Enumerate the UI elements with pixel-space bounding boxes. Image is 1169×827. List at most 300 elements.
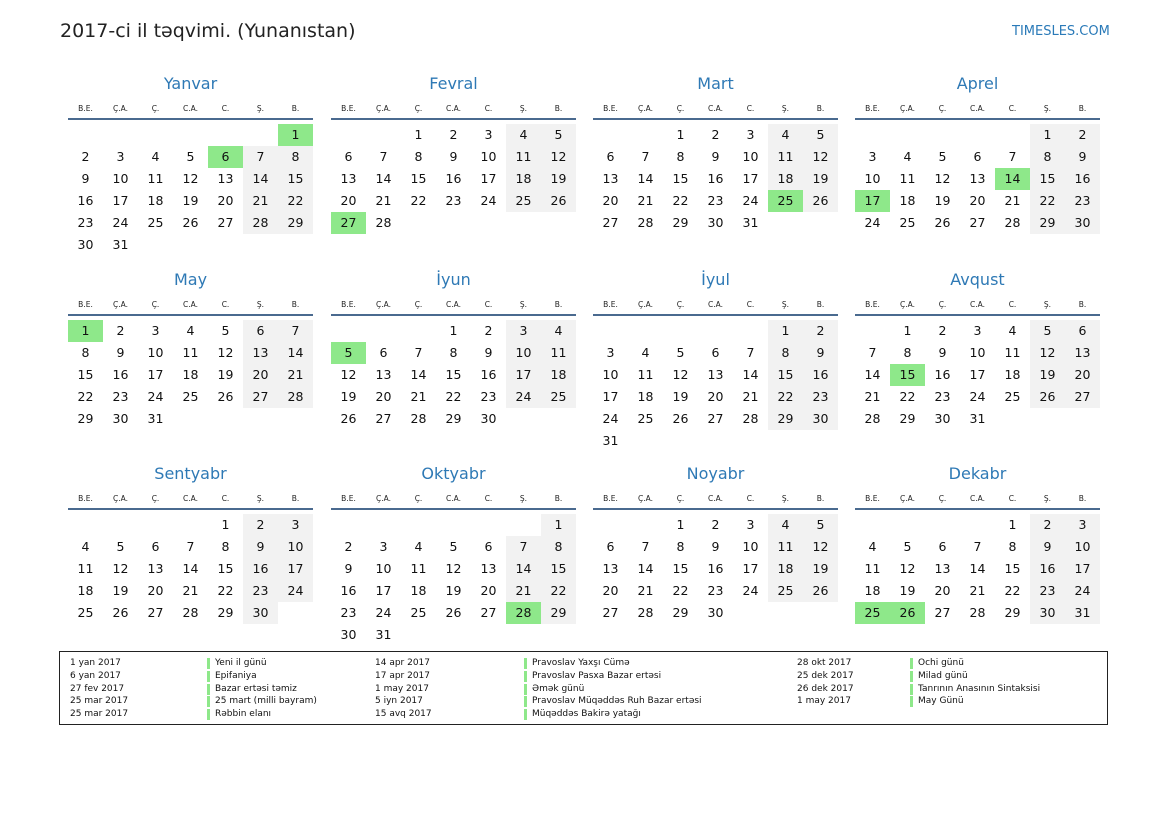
month-5 bbox=[68, 269, 313, 430]
weekday-label: Ç.A. bbox=[637, 494, 653, 503]
day-cell: 16 bbox=[445, 171, 462, 186]
weekday-label: C.A. bbox=[445, 104, 461, 113]
month-name: Yanvar bbox=[163, 74, 218, 93]
day-cell: 18 bbox=[182, 367, 199, 382]
day-cell: 25 bbox=[541, 386, 576, 408]
day-cell: 4 bbox=[414, 539, 423, 554]
day-cell: 11 bbox=[899, 171, 916, 186]
day-cell: 2 bbox=[803, 320, 838, 342]
day-cell: 9 bbox=[711, 149, 720, 164]
day-cell: 14 bbox=[410, 367, 427, 382]
holiday-date: 1 yan 2017 bbox=[70, 658, 121, 668]
weekday-label: B. bbox=[291, 104, 300, 113]
day-cell: 27 bbox=[243, 386, 278, 408]
day-cell: 24 bbox=[864, 215, 881, 230]
day-cell: 20 bbox=[934, 583, 951, 598]
day-cell: 19 bbox=[445, 583, 462, 598]
weekday-label: C. bbox=[221, 494, 230, 503]
holiday-marker bbox=[524, 684, 527, 695]
day-cell: 29 bbox=[672, 605, 689, 620]
day-cell: 8 bbox=[768, 342, 803, 364]
day-cell: 13 bbox=[147, 561, 164, 576]
day-cell: 13 bbox=[602, 561, 619, 576]
weekday-header bbox=[593, 490, 838, 510]
weekday-label: B.E. bbox=[341, 494, 356, 503]
holiday-name: Pravoslav Müqəddəs Ruh Bazar ertəsi bbox=[532, 696, 702, 707]
day-cell: 24 bbox=[742, 583, 759, 598]
day-cell: 30 bbox=[1030, 602, 1065, 624]
day-cell: 9 bbox=[116, 345, 125, 360]
day-cell: 1 bbox=[1008, 517, 1017, 532]
holiday-name: Yeni il günü bbox=[215, 658, 267, 668]
day-cell: 11 bbox=[506, 146, 541, 168]
day-cell: 29 bbox=[445, 411, 462, 426]
month-name: Fevral bbox=[429, 74, 478, 93]
day-cell: 22 bbox=[278, 190, 313, 212]
day-cell: 21 bbox=[1004, 193, 1021, 208]
day-cell: 29 bbox=[77, 411, 94, 426]
day-cell: 18 bbox=[768, 168, 803, 190]
day-cell: 30 bbox=[243, 602, 278, 624]
weekday-label: B. bbox=[816, 494, 825, 503]
day-cell: 25 bbox=[182, 389, 199, 404]
weekday-label: Ç. bbox=[414, 104, 423, 113]
day-cell: 31 bbox=[1065, 602, 1100, 624]
day-cell: 16 bbox=[1030, 558, 1065, 580]
day-cell: 18 bbox=[410, 583, 427, 598]
day-cell: 21 bbox=[278, 364, 313, 386]
day-cell: 17 bbox=[742, 561, 759, 576]
day-cell: 9 bbox=[938, 345, 947, 360]
weekday-label: B.E. bbox=[865, 494, 880, 503]
holiday-date: 1 may 2017 bbox=[375, 683, 429, 694]
day-cell: 24 bbox=[375, 605, 392, 620]
day-cell: 30 bbox=[803, 408, 838, 430]
day-cell: 19 bbox=[1030, 364, 1065, 386]
day-cell: 23 bbox=[445, 193, 462, 208]
day-cell: 12 bbox=[899, 561, 916, 576]
day-cell: 10 bbox=[506, 342, 541, 364]
weekday-label: Ş. bbox=[781, 104, 790, 113]
day-cell: 28 bbox=[410, 411, 427, 426]
holiday-day-cell: 1 bbox=[278, 124, 313, 146]
weekday-label: C. bbox=[1008, 494, 1017, 503]
month-8 bbox=[855, 269, 1100, 430]
day-cell: 30 bbox=[77, 237, 94, 252]
weekday-label: C.A. bbox=[969, 494, 985, 503]
day-cell: 25 bbox=[506, 190, 541, 212]
day-cell: 15 bbox=[278, 168, 313, 190]
month-name: İyun bbox=[436, 270, 471, 289]
day-cell: 9 bbox=[711, 539, 720, 554]
day-cell: 27 bbox=[480, 605, 497, 620]
holiday-date: 26 dek 2017 bbox=[797, 683, 854, 694]
day-cell: 6 bbox=[344, 149, 353, 164]
holiday-marker bbox=[910, 684, 913, 695]
day-cell: 12 bbox=[217, 345, 234, 360]
holiday-marker bbox=[207, 671, 210, 682]
weekday-label: C. bbox=[484, 104, 493, 113]
day-cell: 10 bbox=[278, 536, 313, 558]
day-cell: 28 bbox=[182, 605, 199, 620]
day-cell: 16 bbox=[707, 171, 724, 186]
weekday-label: Ç.A. bbox=[112, 104, 128, 113]
day-cell: 3 bbox=[973, 323, 982, 338]
day-cell: 11 bbox=[182, 345, 199, 360]
day-cell: 5 bbox=[221, 323, 230, 338]
weekday-label: B. bbox=[554, 300, 563, 309]
day-cell: 21 bbox=[637, 193, 654, 208]
weekday-label: C.A. bbox=[707, 494, 723, 503]
day-cell: 24 bbox=[147, 389, 164, 404]
day-cell: 7 bbox=[506, 536, 541, 558]
day-cell: 24 bbox=[1065, 580, 1100, 602]
day-cell: 6 bbox=[606, 149, 615, 164]
month-name: Aprel bbox=[956, 74, 999, 93]
day-cell: 11 bbox=[768, 536, 803, 558]
day-cell: 3 bbox=[868, 149, 877, 164]
month-name: Sentyabr bbox=[154, 464, 227, 483]
month-name: Noyabr bbox=[686, 464, 745, 483]
day-cell: 19 bbox=[899, 583, 916, 598]
holiday-date: 5 iyn 2017 bbox=[375, 696, 423, 707]
day-cell: 26 bbox=[112, 605, 129, 620]
page-title: 2017-ci il təqvimi. (Yunanıstan) bbox=[60, 20, 356, 42]
weekday-label: C. bbox=[746, 300, 755, 309]
day-cell: 24 bbox=[480, 193, 497, 208]
day-cell: 19 bbox=[112, 583, 129, 598]
day-cell: 6 bbox=[484, 539, 493, 554]
day-cell: 17 bbox=[480, 171, 497, 186]
weekday-label: B. bbox=[291, 300, 300, 309]
day-cell: 11 bbox=[768, 146, 803, 168]
weekday-label: C.A. bbox=[182, 300, 198, 309]
weekday-label: B.E. bbox=[865, 104, 880, 113]
day-cell: 17 bbox=[602, 389, 619, 404]
holiday-marker bbox=[524, 696, 527, 707]
day-cell: 4 bbox=[186, 323, 195, 338]
day-cell: 3 bbox=[484, 127, 493, 142]
holiday-marker bbox=[910, 696, 913, 707]
holiday-marker bbox=[207, 709, 210, 720]
day-cell: 26 bbox=[340, 411, 357, 426]
day-cell: 8 bbox=[676, 149, 685, 164]
day-cell: 13 bbox=[602, 171, 619, 186]
weekday-label: Ş. bbox=[781, 494, 790, 503]
weekday-header bbox=[331, 490, 576, 510]
day-cell: 2 bbox=[243, 514, 278, 536]
day-cell: 16 bbox=[707, 561, 724, 576]
day-cell: 21 bbox=[742, 389, 759, 404]
weekday-label: B. bbox=[1078, 300, 1087, 309]
weekday-label: C.A. bbox=[707, 104, 723, 113]
day-cell: 21 bbox=[243, 190, 278, 212]
day-cell: 14 bbox=[243, 168, 278, 190]
day-cell: 5 bbox=[903, 539, 912, 554]
day-cell: 8 bbox=[414, 149, 423, 164]
day-cell: 29 bbox=[1004, 605, 1021, 620]
day-cell: 19 bbox=[541, 168, 576, 190]
day-cell: 22 bbox=[768, 386, 803, 408]
day-cell: 27 bbox=[375, 411, 392, 426]
day-cell: 28 bbox=[864, 411, 881, 426]
weekday-label: Ç.A. bbox=[899, 494, 915, 503]
weekday-header bbox=[68, 296, 313, 316]
day-cell: 17 bbox=[147, 367, 164, 382]
day-cell: 7 bbox=[746, 345, 755, 360]
day-cell: 27 bbox=[707, 411, 724, 426]
day-cell: 8 bbox=[541, 536, 576, 558]
day-cell: 20 bbox=[375, 389, 392, 404]
weekday-label: B.E. bbox=[78, 104, 93, 113]
day-cell: 15 bbox=[445, 367, 462, 382]
day-cell: 17 bbox=[278, 558, 313, 580]
day-cell: 17 bbox=[969, 367, 986, 382]
weekday-label: C. bbox=[221, 104, 230, 113]
month-9 bbox=[68, 463, 313, 624]
holiday-marker bbox=[207, 696, 210, 707]
day-cell: 16 bbox=[934, 367, 951, 382]
weekday-label: C.A. bbox=[969, 300, 985, 309]
weekday-label: Ç.A. bbox=[112, 300, 128, 309]
day-cell: 4 bbox=[151, 149, 160, 164]
day-cell: 10 bbox=[375, 561, 392, 576]
day-grid bbox=[855, 320, 1100, 430]
holiday-day-cell: 17 bbox=[855, 190, 890, 212]
day-cell: 31 bbox=[112, 237, 129, 252]
day-cell: 22 bbox=[1004, 583, 1021, 598]
weekday-label: Ş. bbox=[256, 104, 265, 113]
day-cell: 30 bbox=[1065, 212, 1100, 234]
day-cell: 6 bbox=[938, 539, 947, 554]
day-cell: 24 bbox=[602, 411, 619, 426]
holiday-day-cell: 27 bbox=[331, 212, 366, 234]
day-cell: 23 bbox=[243, 580, 278, 602]
day-cell: 9 bbox=[81, 171, 90, 186]
day-grid bbox=[593, 514, 838, 624]
day-cell: 12 bbox=[672, 367, 689, 382]
month-12 bbox=[855, 463, 1100, 624]
day-cell: 4 bbox=[768, 124, 803, 146]
weekday-label: B. bbox=[554, 104, 563, 113]
day-cell: 27 bbox=[147, 605, 164, 620]
holiday-day-cell: 6 bbox=[208, 146, 243, 168]
holiday-name: 25 mart (milli bayram) bbox=[215, 696, 317, 707]
month-name: Dekabr bbox=[948, 464, 1007, 483]
day-cell: 18 bbox=[768, 558, 803, 580]
day-cell: 15 bbox=[672, 171, 689, 186]
day-cell: 1 bbox=[414, 127, 423, 142]
weekday-label: B. bbox=[1078, 494, 1087, 503]
day-grid bbox=[68, 320, 313, 430]
day-cell: 2 bbox=[484, 323, 493, 338]
day-cell: 5 bbox=[1030, 320, 1065, 342]
day-cell: 15 bbox=[672, 561, 689, 576]
day-cell: 21 bbox=[506, 580, 541, 602]
month-4 bbox=[855, 73, 1100, 234]
day-cell: 7 bbox=[1008, 149, 1017, 164]
day-cell: 15 bbox=[1030, 168, 1065, 190]
day-cell: 29 bbox=[1030, 212, 1065, 234]
month-11 bbox=[593, 463, 838, 624]
holiday-marker bbox=[207, 684, 210, 695]
day-cell: 20 bbox=[217, 193, 234, 208]
day-cell: 23 bbox=[707, 583, 724, 598]
holiday-name: Pravoslav Yaxşı Cümə bbox=[532, 658, 630, 668]
day-cell: 18 bbox=[147, 193, 164, 208]
holiday-marker bbox=[524, 671, 527, 682]
weekday-label: C. bbox=[484, 494, 493, 503]
day-cell: 3 bbox=[506, 320, 541, 342]
day-cell: 28 bbox=[243, 212, 278, 234]
day-cell: 21 bbox=[410, 389, 427, 404]
day-cell: 22 bbox=[672, 193, 689, 208]
day-cell: 1 bbox=[221, 517, 230, 532]
weekday-header bbox=[593, 296, 838, 316]
weekday-label: C.A. bbox=[182, 104, 198, 113]
weekday-header bbox=[855, 100, 1100, 120]
day-cell: 20 bbox=[243, 364, 278, 386]
day-cell: 12 bbox=[112, 561, 129, 576]
day-cell: 13 bbox=[217, 171, 234, 186]
month-name: Avqust bbox=[950, 270, 1005, 289]
day-cell: 2 bbox=[1065, 124, 1100, 146]
day-cell: 24 bbox=[112, 215, 129, 230]
day-cell: 27 bbox=[602, 215, 619, 230]
holiday-date: 6 yan 2017 bbox=[70, 670, 121, 681]
day-cell: 29 bbox=[541, 602, 576, 624]
day-cell: 22 bbox=[410, 193, 427, 208]
day-cell: 16 bbox=[112, 367, 129, 382]
day-cell: 3 bbox=[606, 345, 615, 360]
day-cell: 2 bbox=[1030, 514, 1065, 536]
day-cell: 22 bbox=[541, 580, 576, 602]
day-cell: 21 bbox=[182, 583, 199, 598]
day-grid bbox=[593, 320, 838, 452]
day-cell: 28 bbox=[278, 386, 313, 408]
day-cell: 5 bbox=[803, 514, 838, 536]
day-cell: 10 bbox=[112, 171, 129, 186]
holiday-date: 28 okt 2017 bbox=[797, 658, 852, 668]
weekday-header bbox=[855, 296, 1100, 316]
month-name: May bbox=[173, 270, 208, 289]
month-name: Mart bbox=[697, 74, 734, 93]
day-grid bbox=[331, 514, 576, 646]
day-cell: 16 bbox=[1065, 168, 1100, 190]
day-cell: 7 bbox=[973, 539, 982, 554]
day-cell: 30 bbox=[934, 411, 951, 426]
day-cell: 16 bbox=[480, 367, 497, 382]
day-cell: 20 bbox=[707, 389, 724, 404]
weekday-label: Ç. bbox=[676, 494, 685, 503]
weekday-label: B.E. bbox=[865, 300, 880, 309]
weekday-label: B.E. bbox=[603, 494, 618, 503]
day-cell: 22 bbox=[672, 583, 689, 598]
day-cell: 2 bbox=[81, 149, 90, 164]
site-link[interactable]: TIMESLES.COM bbox=[1012, 24, 1110, 39]
day-cell: 18 bbox=[899, 193, 916, 208]
holiday-date: 17 apr 2017 bbox=[375, 670, 431, 681]
day-cell: 28 bbox=[1004, 215, 1021, 230]
day-cell: 19 bbox=[803, 558, 838, 580]
day-cell: 18 bbox=[541, 364, 576, 386]
day-cell: 15 bbox=[410, 171, 427, 186]
day-cell: 9 bbox=[803, 342, 838, 364]
day-cell: 20 bbox=[340, 193, 357, 208]
weekday-label: Ş. bbox=[1043, 494, 1052, 503]
holiday-name: Ochi günü bbox=[918, 658, 964, 668]
weekday-label: C.A. bbox=[445, 494, 461, 503]
holiday-day-cell: 15 bbox=[890, 364, 925, 386]
weekday-label: Ç.A. bbox=[637, 300, 653, 309]
day-cell: 26 bbox=[541, 190, 576, 212]
day-cell: 25 bbox=[768, 580, 803, 602]
holiday-day-cell: 14 bbox=[995, 168, 1030, 190]
weekday-label: Ç. bbox=[676, 300, 685, 309]
holiday-list bbox=[59, 651, 1108, 725]
month-3 bbox=[593, 73, 838, 234]
day-cell: 28 bbox=[637, 605, 654, 620]
day-cell: 31 bbox=[969, 411, 986, 426]
weekday-label: Ç. bbox=[938, 494, 947, 503]
month-6 bbox=[331, 269, 576, 430]
weekday-label: Ç.A. bbox=[637, 104, 653, 113]
day-cell: 15 bbox=[1004, 561, 1021, 576]
holiday-date: 25 mar 2017 bbox=[70, 709, 129, 720]
day-cell: 13 bbox=[707, 367, 724, 382]
day-cell: 23 bbox=[803, 386, 838, 408]
weekday-label: Ç.A. bbox=[375, 494, 391, 503]
day-cell: 9 bbox=[243, 536, 278, 558]
month-7 bbox=[593, 269, 838, 452]
day-cell: 27 bbox=[934, 605, 951, 620]
weekday-label: C.A. bbox=[969, 104, 985, 113]
day-cell: 29 bbox=[672, 215, 689, 230]
weekday-label: B.E. bbox=[78, 494, 93, 503]
holiday-marker bbox=[910, 658, 913, 669]
day-cell: 5 bbox=[449, 539, 458, 554]
weekday-label: C. bbox=[746, 104, 755, 113]
weekday-label: Ç.A. bbox=[375, 300, 391, 309]
day-cell: 23 bbox=[480, 389, 497, 404]
day-cell: 14 bbox=[637, 171, 654, 186]
day-cell: 11 bbox=[637, 367, 654, 382]
day-grid bbox=[68, 514, 313, 624]
day-cell: 14 bbox=[864, 367, 881, 382]
day-cell: 16 bbox=[77, 193, 94, 208]
day-cell: 5 bbox=[803, 124, 838, 146]
weekday-label: B. bbox=[291, 494, 300, 503]
weekday-label: Ç.A. bbox=[375, 104, 391, 113]
weekday-label: B.E. bbox=[603, 104, 618, 113]
day-cell: 29 bbox=[899, 411, 916, 426]
weekday-label: Ç. bbox=[151, 494, 160, 503]
day-cell: 23 bbox=[77, 215, 94, 230]
weekday-label: B.E. bbox=[78, 300, 93, 309]
weekday-label: Ç.A. bbox=[899, 104, 915, 113]
day-cell: 17 bbox=[506, 364, 541, 386]
day-cell: 3 bbox=[1065, 514, 1100, 536]
day-cell: 4 bbox=[541, 320, 576, 342]
holiday-day-cell: 1 bbox=[68, 320, 103, 342]
day-cell: 27 bbox=[1065, 386, 1100, 408]
holiday-date: 14 apr 2017 bbox=[375, 658, 431, 668]
day-cell: 11 bbox=[1004, 345, 1021, 360]
weekday-header bbox=[68, 100, 313, 120]
weekday-label: Ş. bbox=[519, 300, 528, 309]
day-cell: 16 bbox=[243, 558, 278, 580]
day-cell: 11 bbox=[410, 561, 427, 576]
